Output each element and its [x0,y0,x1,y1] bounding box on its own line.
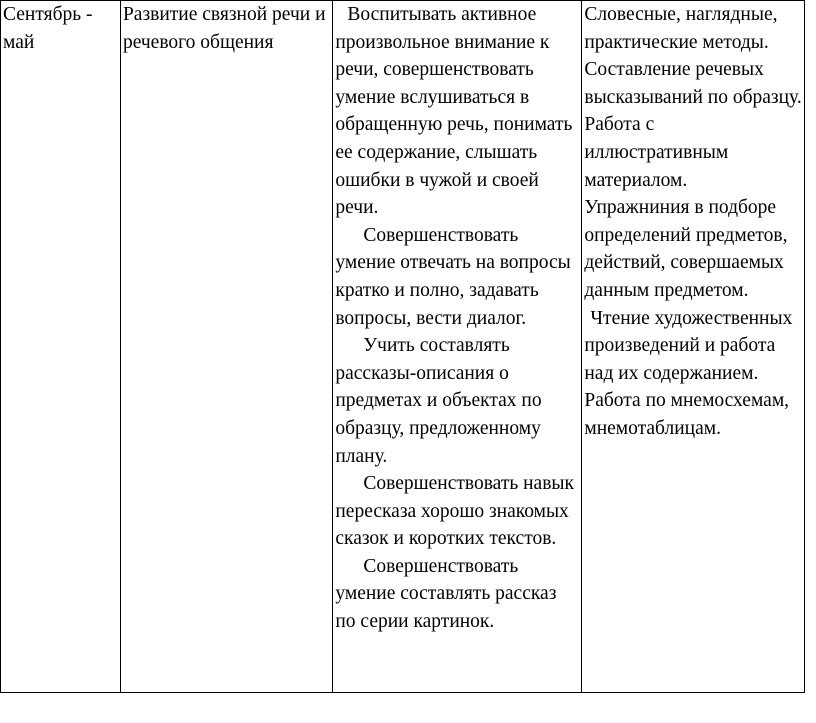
tasks-cell [333,1,582,693]
task-paragraph: Совершенствовать умение составлять рассказ по серии картинок. [335,555,557,633]
area-text: Развитие связной речи и речевого общения [122,4,326,53]
period-cell [1,1,121,693]
period-text: Сентябрь - май [3,4,93,53]
method-paragraph: Словесные, наглядные, практические методы. Составление речевых высказываний по образцу. Работа с иллюстративным материалом. [584,4,802,191]
task-paragraph: Воспитывать активное произвольное внимание к речи, совершенствовать умение вслушиваться в обращенную речь, понимать ее содержание, слышать ошибки в чужой и своей речи. [335,4,573,219]
methods-cell [582,1,805,693]
method-paragraph: Работа по мнемосхемам, мнемотаблицам. [584,390,790,439]
task-paragraph: Совершенствовать навык пересказа хорошо знакомых сказок и коротких текстов. [335,473,574,550]
table-row [1,1,805,693]
area-cell [120,1,332,693]
method-paragraph: Чтение художественных произведений и работа над их содержанием. [584,307,793,384]
task-paragraph: Совершенствовать умение отвечать на вопросы кратко и полно, задавать вопросы, вести диалог. [335,224,571,329]
task-paragraph: Учить составлять рассказы-описания о предметах и объектах по образцу, предложенному плану. [335,335,542,467]
method-paragraph: Упражниния в подборе определений предметов, действий, совершаемых данным предметом. [584,197,788,301]
